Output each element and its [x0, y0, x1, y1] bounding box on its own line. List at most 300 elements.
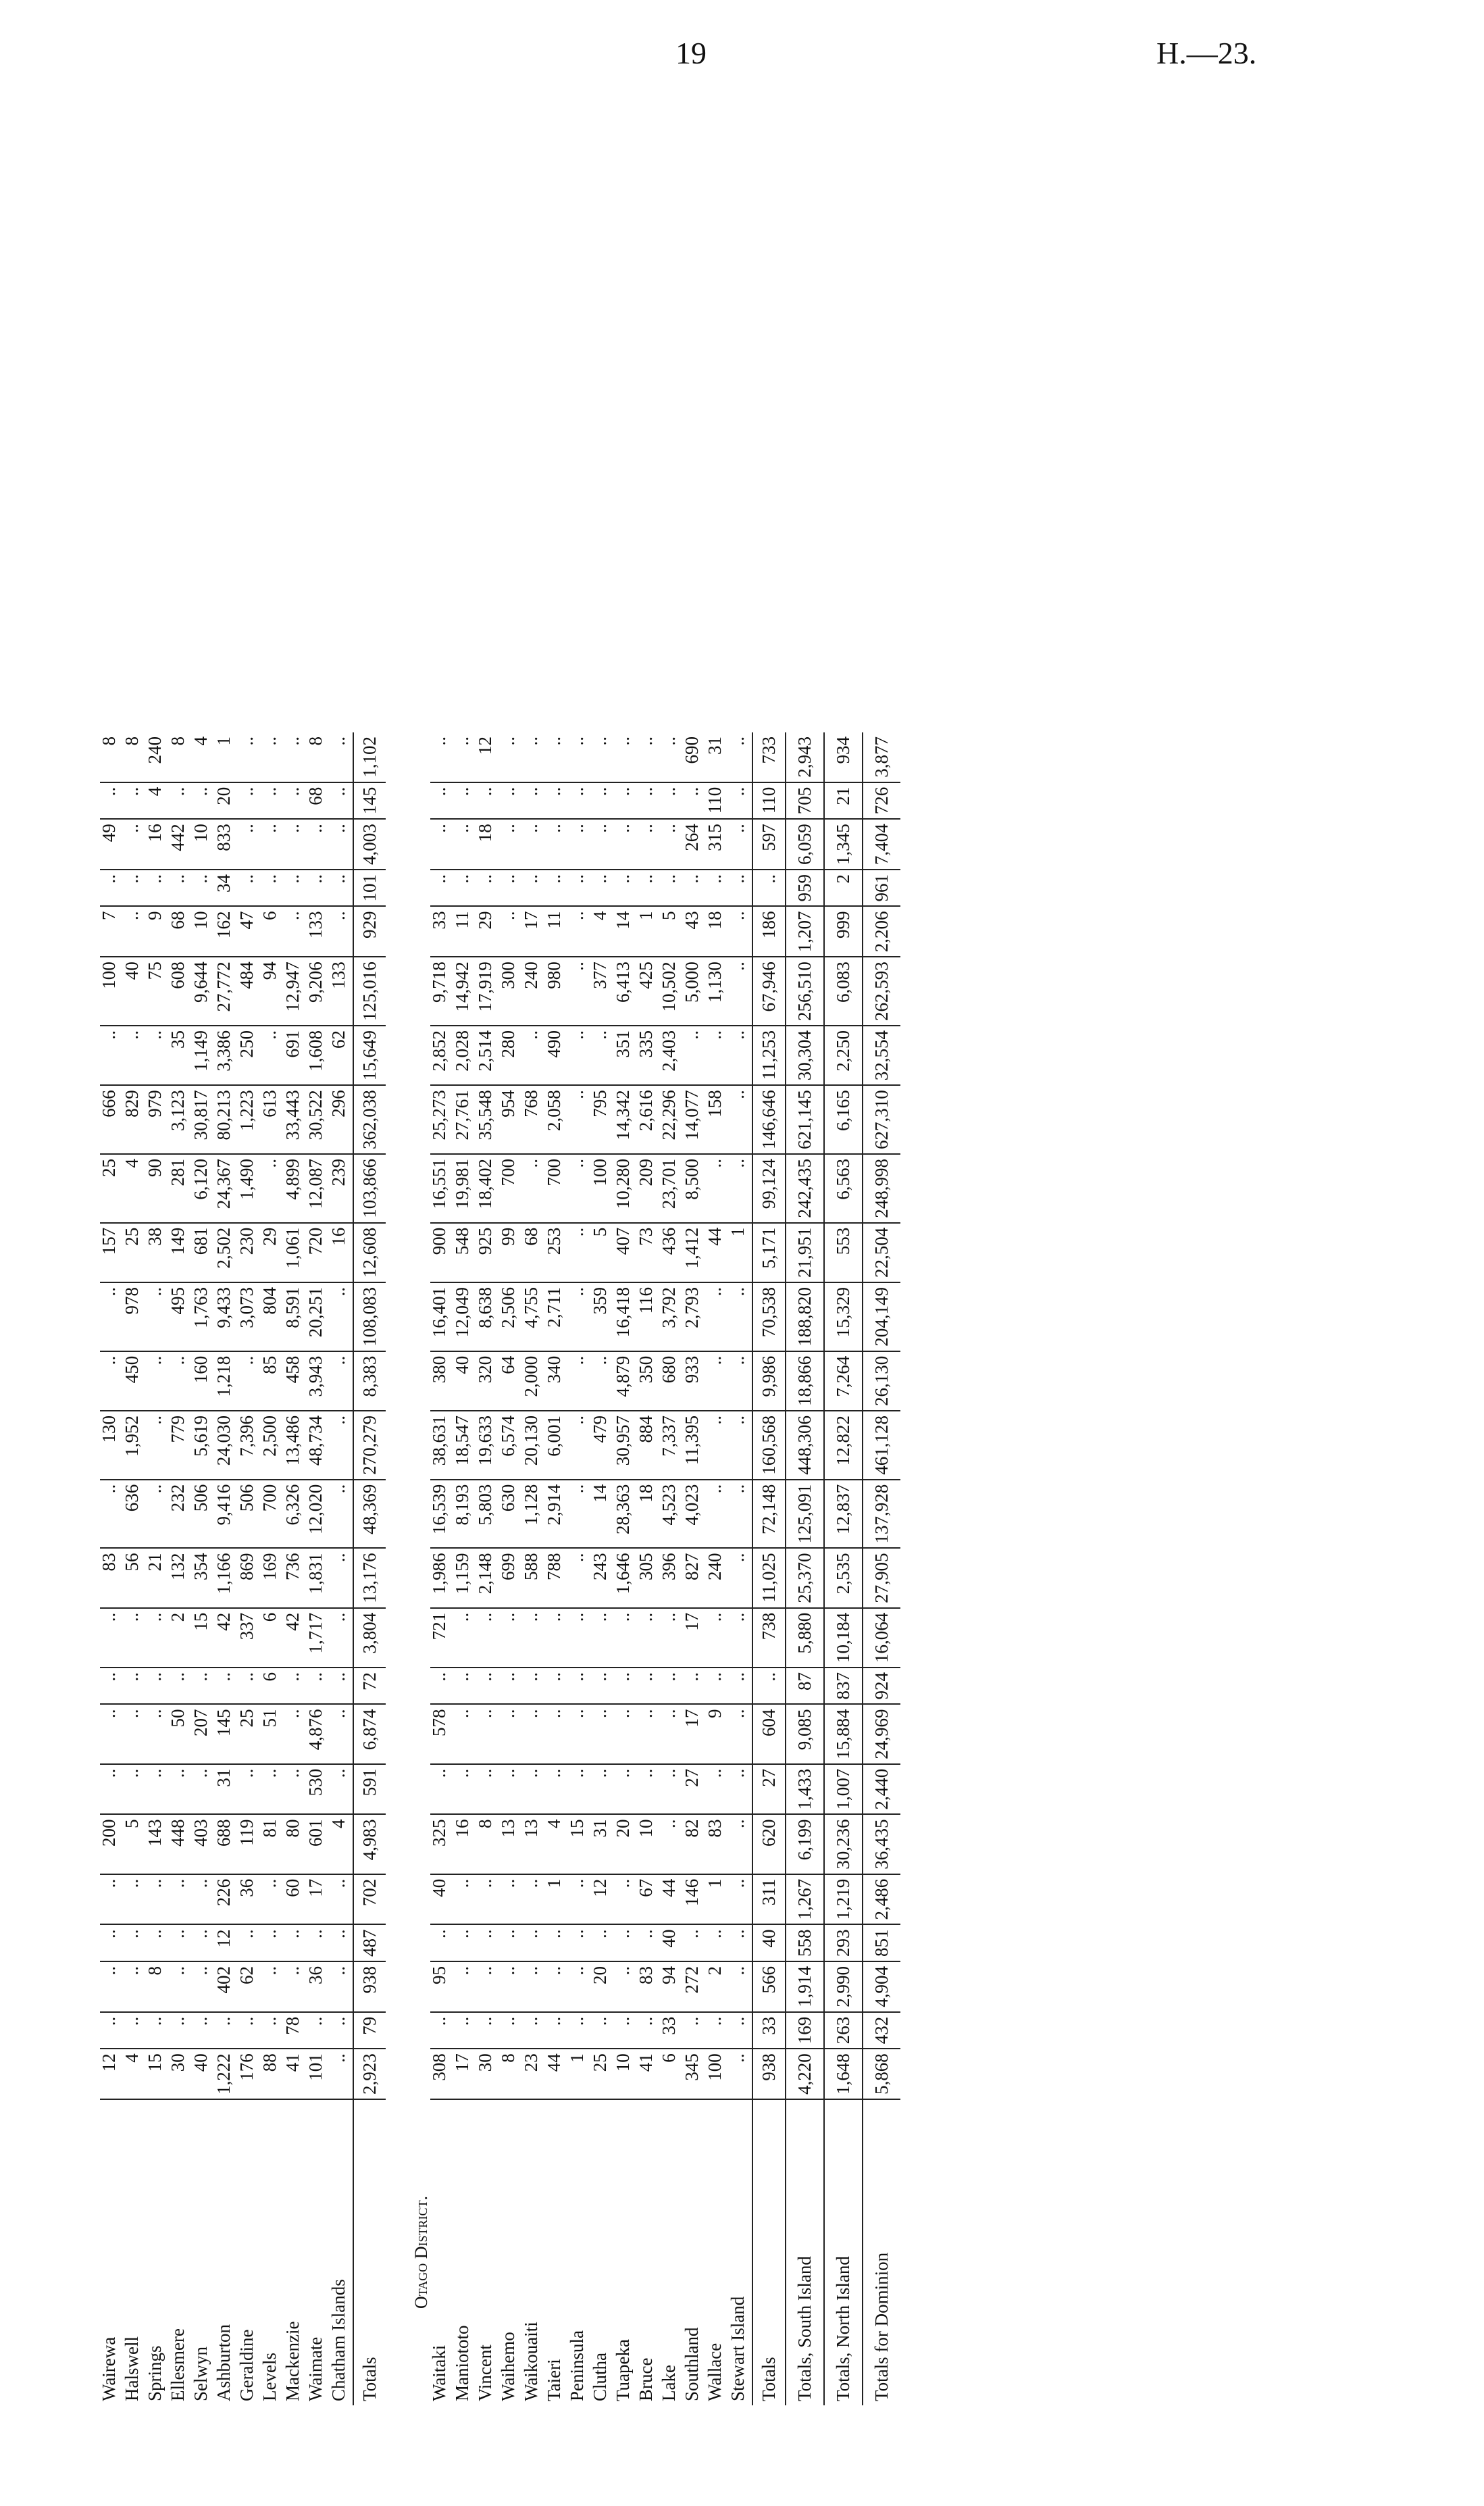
table-cell: 239	[330, 1154, 353, 1223]
table-cell: 14	[591, 1480, 614, 1549]
table-cell: ..	[706, 870, 729, 907]
table-cell: 110	[706, 782, 729, 820]
row-label: Halswell	[122, 2336, 142, 2401]
table-cell: ..	[123, 1874, 146, 1925]
table-cell: 2,502	[215, 1223, 238, 1282]
table-cell: 8,500	[683, 1154, 706, 1223]
table-cell: 4,899	[284, 1154, 307, 1223]
table-cell: 10	[192, 819, 215, 870]
table-cell: 253	[545, 1223, 568, 1282]
table-cell: ..	[591, 732, 614, 782]
table-cell: ..	[330, 1925, 353, 1962]
table-cell: ..	[169, 782, 192, 820]
table-cell: ..	[453, 1874, 476, 1925]
table-cell: 325	[430, 1815, 453, 1874]
table-cell: 929	[353, 907, 386, 957]
table-cell: 13	[522, 1815, 545, 1874]
table-cell: 40	[430, 1874, 453, 1925]
table-cell: 99	[499, 1223, 522, 1282]
table-cell: 272	[683, 1961, 706, 2012]
table-cell: 934	[824, 732, 863, 782]
table-row	[215, 732, 238, 2405]
table-cell: 487	[353, 1925, 386, 1962]
table-cell: 51	[261, 1705, 284, 1764]
row-label: Southland	[682, 2327, 702, 2401]
table-cell: 6,574	[499, 1411, 522, 1480]
table-cell: 207	[192, 1705, 215, 1764]
table-cell: 34	[215, 870, 238, 907]
table-cell: 1	[568, 2049, 591, 2099]
table-cell: 149	[169, 1223, 192, 1282]
table-cell: ..	[522, 819, 545, 870]
table-cell: 933	[683, 1351, 706, 1411]
table-cell: ..	[683, 782, 706, 820]
table-cell: 146	[683, 1874, 706, 1925]
table-cell: 4,983	[353, 1815, 386, 1874]
table-row	[706, 732, 729, 2405]
table-cell: 1,914	[786, 1961, 824, 2012]
table-cell: ..	[614, 782, 637, 820]
table-cell: 2,514	[476, 1026, 499, 1085]
table-cell: 176	[238, 2049, 261, 2099]
table-cell: 110	[752, 782, 786, 820]
table-cell: ..	[545, 870, 568, 907]
table-cell: 85	[261, 1351, 284, 1411]
table-cell: ..	[729, 1961, 752, 2012]
table-row	[261, 732, 284, 2405]
table-cell: 186	[752, 907, 786, 957]
table-cell: 1,207	[786, 907, 824, 957]
table-cell: ..	[568, 1223, 591, 1282]
table-cell: 119	[238, 1815, 261, 1874]
table-cell: 79	[353, 2012, 386, 2049]
table-cell: ..	[614, 1668, 637, 1705]
table-cell: 10,184	[824, 1608, 863, 1668]
table-cell: ..	[522, 1154, 545, 1223]
table-cell: 72	[353, 1668, 386, 1705]
table-cell: 833	[215, 819, 238, 870]
table-cell: ..	[660, 1668, 683, 1705]
table-cell: ..	[568, 1351, 591, 1411]
table-cell: ..	[100, 1925, 123, 1962]
table-cell: ..	[476, 1668, 499, 1705]
table-cell: 924	[863, 1668, 900, 1705]
table-cell: 738	[752, 1608, 786, 1668]
table-cell: 83	[100, 1549, 123, 1608]
table-cell: ..	[330, 732, 353, 782]
table-cell: 73	[637, 1223, 660, 1282]
table-cell: ..	[453, 2012, 476, 2049]
table-row	[522, 732, 545, 2405]
table-cell: ..	[637, 819, 660, 870]
table-cell: 8	[146, 1961, 169, 2012]
table-cell: ..	[522, 1874, 545, 1925]
table-cell: 980	[545, 957, 568, 1026]
table-cell: 22,296	[660, 1085, 683, 1154]
table-cell: ..	[637, 2012, 660, 2049]
table-cell: 1,646	[614, 1549, 637, 1608]
table-cell: ..	[330, 2012, 353, 2049]
table-cell: ..	[660, 782, 683, 820]
table-cell: ..	[706, 1608, 729, 1668]
table-cell: 4,023	[683, 1480, 706, 1549]
table-row	[238, 732, 261, 2405]
table-row	[824, 732, 863, 2405]
table-cell: 827	[683, 1549, 706, 1608]
table-cell: 68	[169, 907, 192, 957]
table-cell: 621,145	[786, 1085, 824, 1154]
table-cell: 42	[215, 1608, 238, 1668]
row-label: Wallace	[705, 2342, 725, 2401]
table-cell: 8	[476, 1815, 499, 1874]
table-cell: ..	[522, 870, 545, 907]
table-cell: ..	[522, 732, 545, 782]
table-row	[863, 732, 900, 2405]
table-cell: ..	[453, 782, 476, 820]
table-cell: ..	[660, 1764, 683, 1815]
table-cell: 23	[522, 2049, 545, 2099]
table-cell: 6,059	[786, 819, 824, 870]
table-cell: 788	[545, 1549, 568, 1608]
table-cell: 204,149	[863, 1282, 900, 1351]
table-cell: 82	[683, 1815, 706, 1874]
table-cell: 705	[786, 782, 824, 820]
table-cell: ..	[146, 1282, 169, 1351]
table-cell: 2	[706, 1961, 729, 2012]
table-cell: 16,539	[430, 1480, 453, 1549]
table-cell: 1,159	[453, 1549, 476, 1608]
table-cell: ..	[330, 1282, 353, 1351]
table-cell: ..	[215, 2012, 238, 2049]
row-label: Waitaki	[429, 2345, 449, 2401]
document-code: H.—23.	[1156, 36, 1257, 70]
table-cell: ..	[146, 1874, 169, 1925]
table-cell: 9,986	[752, 1351, 786, 1411]
table-row	[591, 732, 614, 2405]
table-cell: 56	[123, 1549, 146, 1608]
table-cell: 362,038	[353, 1085, 386, 1154]
table-cell: 938	[752, 2049, 786, 2099]
table-row	[123, 732, 146, 2405]
table-cell: 25	[591, 2049, 614, 2099]
table-cell: ..	[430, 2012, 453, 2049]
table-cell: ..	[637, 870, 660, 907]
table-cell: ..	[284, 732, 307, 782]
table-cell: 736	[284, 1549, 307, 1608]
table-cell: 13,486	[284, 1411, 307, 1480]
table-cell: ..	[499, 1608, 522, 1668]
table-cell: 320	[476, 1351, 499, 1411]
table-cell: ..	[169, 1668, 192, 1705]
table-cell: 613	[261, 1085, 284, 1154]
table-cell: 29	[476, 907, 499, 957]
table-cell: 19,633	[476, 1411, 499, 1480]
table-cell: 2,923	[353, 2049, 386, 2099]
table-cell: 21	[824, 782, 863, 820]
table-cell: ..	[637, 1668, 660, 1705]
table-cell: ..	[499, 907, 522, 957]
table-cell: ..	[614, 1705, 637, 1764]
table-cell: ..	[614, 1608, 637, 1668]
table-cell: 33	[752, 2012, 786, 2049]
table-cell: 959	[786, 870, 824, 907]
table-cell: 681	[192, 1223, 215, 1282]
table-cell: 432	[863, 2012, 900, 2049]
table-cell: 248,998	[863, 1154, 900, 1223]
table-cell: 6,874	[353, 1705, 386, 1764]
table-cell: ..	[261, 1874, 284, 1925]
table-cell: 30,522	[307, 1085, 330, 1154]
district-heading: Otago District.	[411, 2195, 431, 2309]
table-cell: ..	[238, 1668, 261, 1705]
table-cell: ..	[123, 907, 146, 957]
table-cell: ..	[330, 1608, 353, 1668]
table-cell: 5,880	[786, 1608, 824, 1668]
table-cell: 2,535	[824, 1549, 863, 1608]
table-cell: ..	[284, 870, 307, 907]
table-cell: ..	[100, 1480, 123, 1549]
table-cell: 7,337	[660, 1411, 683, 1480]
table-cell: 9,718	[430, 957, 453, 1026]
table-cell: ..	[614, 1874, 637, 1925]
table-cell: ..	[637, 1764, 660, 1815]
table-cell: 33	[660, 2012, 683, 2049]
table-cell: 270,279	[353, 1411, 386, 1480]
table-row	[430, 732, 453, 2405]
table-cell: 20	[215, 782, 238, 820]
table-cell: ..	[430, 732, 453, 782]
table-cell: ..	[146, 1925, 169, 1962]
table-cell: ..	[330, 1705, 353, 1764]
table-cell: ..	[284, 1925, 307, 1962]
table-cell: 2,486	[863, 1874, 900, 1925]
table-cell: ..	[215, 1668, 238, 1705]
table-cell: 262,593	[863, 957, 900, 1026]
table-cell: ..	[522, 1705, 545, 1764]
table-cell: ..	[123, 1961, 146, 2012]
table-cell: ..	[261, 819, 284, 870]
table-cell: ..	[307, 1925, 330, 1962]
table-cell: 143	[146, 1815, 169, 1874]
table-cell: 100	[591, 1154, 614, 1223]
table-cell: ..	[591, 819, 614, 870]
table-row	[476, 732, 499, 2405]
table-cell: ..	[284, 907, 307, 957]
table-cell: 264	[683, 819, 706, 870]
table-cell: 2,206	[863, 907, 900, 957]
table-cell: ..	[660, 1608, 683, 1668]
table-cell: 1	[729, 1223, 752, 1282]
table-cell: 308	[430, 2049, 453, 2099]
table-cell: ..	[522, 1668, 545, 1705]
table-cell: 4,003	[353, 819, 386, 870]
table-cell: 666	[100, 1085, 123, 1154]
table-cell: 16	[453, 1815, 476, 1874]
table-cell: ..	[123, 1925, 146, 1962]
table-cell: 402	[215, 1961, 238, 2012]
table-cell: 50	[169, 1705, 192, 1764]
table-cell: ..	[568, 1961, 591, 2012]
table-cell: 938	[353, 1961, 386, 2012]
table-cell: ..	[476, 1764, 499, 1815]
table-row	[284, 732, 307, 2405]
table-cell: 359	[591, 1282, 614, 1351]
table-cell: ..	[192, 782, 215, 820]
table-cell: ..	[522, 1026, 545, 1085]
table-cell: ..	[499, 870, 522, 907]
table-cell: 3,804	[353, 1608, 386, 1668]
table-cell: ..	[591, 2012, 614, 2049]
table-cell: 2,852	[430, 1026, 453, 1085]
table-cell: 100	[100, 957, 123, 1026]
table-cell: ..	[706, 1668, 729, 1705]
table-cell: ..	[614, 732, 637, 782]
table-cell: 1,763	[192, 1282, 215, 1351]
table-cell: 16,551	[430, 1154, 453, 1223]
table-cell: 17	[683, 1608, 706, 1668]
table-cell: 2,943	[786, 732, 824, 782]
table-cell: ..	[568, 1874, 591, 1925]
row-label: Taieri	[544, 2359, 564, 2401]
table-cell: 604	[752, 1705, 786, 1764]
table-cell: 24,030	[215, 1411, 238, 1480]
table-cell: 18,866	[786, 1351, 824, 1411]
table-row	[568, 732, 591, 2405]
table-cell: ..	[453, 1764, 476, 1815]
table-cell: ..	[430, 870, 453, 907]
table-cell: 100	[706, 2049, 729, 2099]
table-cell: ..	[522, 1608, 545, 1668]
table-cell: ..	[238, 1351, 261, 1411]
table-cell: ..	[637, 782, 660, 820]
table-cell: ..	[430, 1668, 453, 1705]
table-cell: 44	[706, 1223, 729, 1282]
table-cell: ..	[729, 819, 752, 870]
table-cell: 720	[307, 1223, 330, 1282]
table-cell: 281	[169, 1154, 192, 1223]
table-cell: ..	[307, 819, 330, 870]
table-cell: 18	[706, 907, 729, 957]
table-cell: 19,981	[453, 1154, 476, 1223]
table-cell: ..	[100, 1961, 123, 2012]
table-cell: 146,646	[752, 1085, 786, 1154]
table-cell: 548	[453, 1223, 476, 1282]
table-cell: ..	[330, 1764, 353, 1815]
table-cell: 8	[499, 2049, 522, 2099]
table-cell: 18,402	[476, 1154, 499, 1223]
table-cell: 125,091	[786, 1480, 824, 1549]
table-cell: 436	[660, 1223, 683, 1282]
row-label: Wairewa	[99, 2336, 119, 2401]
table-cell: 1,648	[824, 2049, 863, 2099]
table-cell: 5,619	[192, 1411, 215, 1480]
table-cell: ..	[261, 1026, 284, 1085]
table-cell: 16	[330, 1223, 353, 1282]
table-cell: 30,817	[192, 1085, 215, 1154]
row-label: Maniototo	[452, 2325, 472, 2401]
table-cell: 1,412	[683, 1223, 706, 1282]
table-cell: 5,000	[683, 957, 706, 1026]
table-cell: ..	[169, 1874, 192, 1925]
table-cell: 6	[261, 907, 284, 957]
table-cell: ..	[591, 1925, 614, 1962]
table-cell: 869	[238, 1549, 261, 1608]
table-cell: ..	[100, 1026, 123, 1085]
table-cell: ..	[476, 2012, 499, 2049]
table-cell: 90	[146, 1154, 169, 1223]
table-cell: 24,969	[863, 1705, 900, 1764]
table-cell: 9,644	[192, 957, 215, 1026]
table-cell: 351	[614, 1026, 637, 1085]
table-cell: 10	[192, 907, 215, 957]
table-cell: ..	[568, 782, 591, 820]
table-cell: ..	[123, 2012, 146, 2049]
table-cell: 4,876	[307, 1705, 330, 1764]
table-cell: 2,914	[545, 1480, 568, 1549]
table-cell: 12,608	[353, 1223, 386, 1282]
table-cell: 75	[146, 957, 169, 1026]
table-cell: 4	[192, 732, 215, 782]
table-cell: ..	[100, 870, 123, 907]
table-cell: 1,222	[215, 2049, 238, 2099]
table-cell: ..	[545, 1925, 568, 1962]
row-label: Bruce	[636, 2357, 656, 2401]
table-cell: 9,416	[215, 1480, 238, 1549]
table-cell: ..	[729, 1026, 752, 1085]
table-cell: 340	[545, 1351, 568, 1411]
table-cell: ..	[330, 2049, 353, 2099]
table-cell: 8	[123, 732, 146, 782]
table-row	[330, 732, 353, 2405]
table-cell: 25	[100, 1154, 123, 1223]
table-row	[683, 732, 706, 2405]
table-cell: 2,058	[545, 1085, 568, 1154]
table-cell: ..	[476, 782, 499, 820]
table-cell: ..	[100, 1282, 123, 1351]
table-cell: ..	[192, 2012, 215, 2049]
table-cell: 2	[824, 870, 863, 907]
table-cell: 702	[353, 1874, 386, 1925]
table-cell: 350	[637, 1351, 660, 1411]
table-cell: 12	[215, 1925, 238, 1962]
table-cell: 1,218	[215, 1351, 238, 1411]
row-label: Totals for Dominion	[863, 2099, 900, 2405]
table-cell: ..	[499, 1874, 522, 1925]
table-cell: 5	[591, 1223, 614, 1282]
table-cell: ..	[499, 1668, 522, 1705]
table-cell: 30,957	[614, 1411, 637, 1480]
table-cell: 83	[637, 1961, 660, 2012]
table-cell: 7,404	[863, 819, 900, 870]
table-cell: 627,310	[863, 1085, 900, 1154]
table-cell: ..	[146, 1480, 169, 1549]
table-cell: ..	[591, 782, 614, 820]
table-cell: 16,418	[614, 1282, 637, 1351]
table-cell: 15	[192, 1608, 215, 1668]
table-cell: 12	[591, 1874, 614, 1925]
table-cell: 2,990	[824, 1961, 863, 2012]
statistics-table	[100, 732, 900, 2405]
table-cell: ..	[545, 1764, 568, 1815]
table-cell: 14,942	[453, 957, 476, 1026]
table-cell: 29	[261, 1223, 284, 1282]
table-cell: ..	[238, 2012, 261, 2049]
table-cell: ..	[430, 782, 453, 820]
table-cell: 17	[522, 907, 545, 957]
row-label: Peninsula	[567, 2330, 587, 2401]
table-cell: 32,554	[863, 1026, 900, 1085]
table-cell: 132	[169, 1549, 192, 1608]
